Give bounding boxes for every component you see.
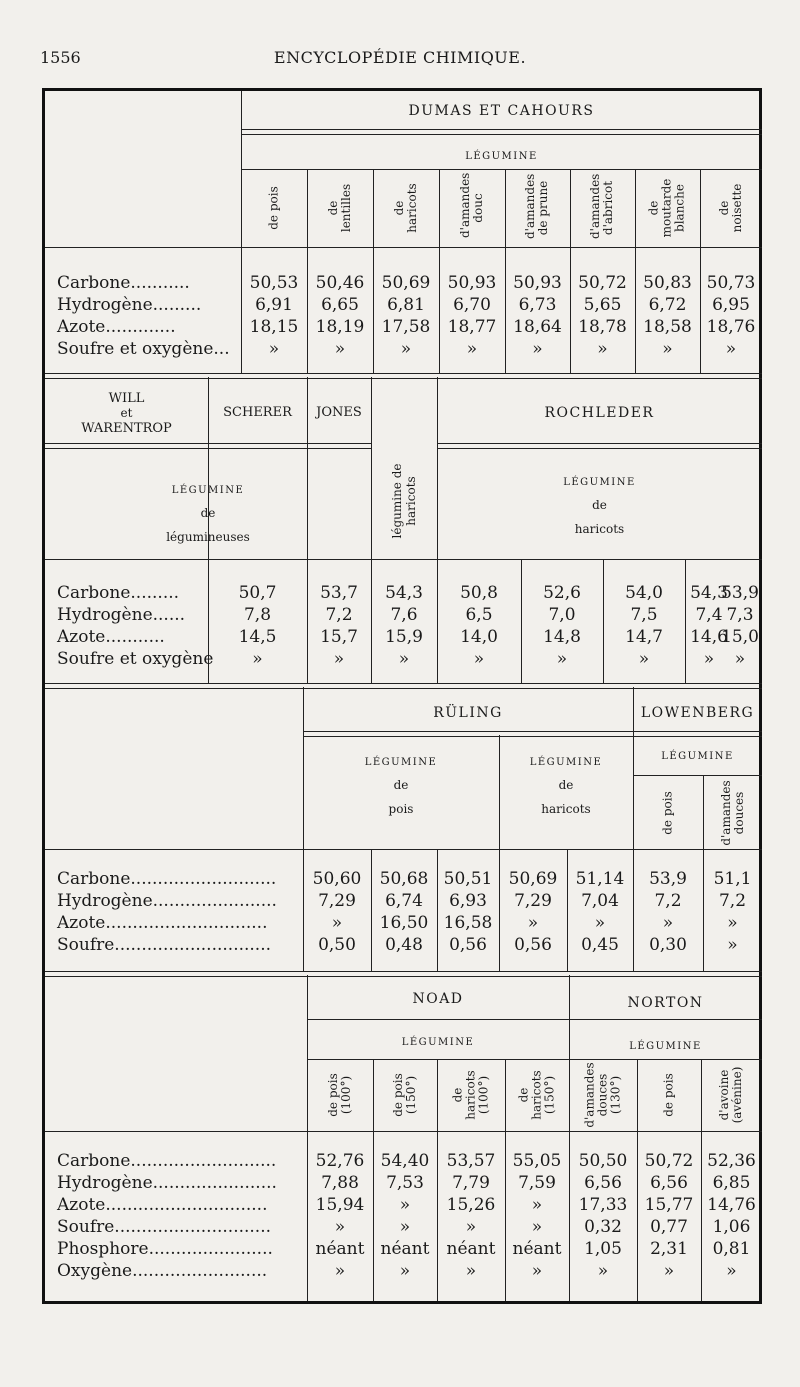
cell: 0,32	[584, 1217, 622, 1237]
cell: 52,76	[315, 1151, 365, 1171]
cell: 15,0	[721, 627, 759, 647]
page-title: ENCYCLOPÉDIE CHIMIQUE.	[273, 48, 527, 67]
cell: 14,6	[690, 627, 728, 647]
cell: 51,14	[575, 869, 625, 889]
author-ruling: RÜLING	[433, 705, 503, 721]
cell: »	[252, 649, 263, 669]
row-label: Carbone...........................	[57, 869, 277, 889]
page-header	[0, 48, 800, 72]
table-frame	[42, 88, 762, 1304]
cell: »	[703, 649, 715, 669]
cell: 50,53	[249, 273, 299, 293]
col-header: de pois	[266, 186, 281, 230]
cell: 0,50	[318, 935, 356, 955]
col-header: d'amandes de prune	[523, 173, 550, 239]
cell: néant	[380, 1239, 430, 1259]
cell: 0,81	[712, 1239, 751, 1259]
cell: 1,05	[584, 1239, 622, 1259]
author-scherer: SCHERER	[223, 405, 292, 420]
author-jones: JONES	[316, 405, 362, 420]
legumine-label: LÉGUMINE	[661, 751, 734, 762]
cell: 18,58	[643, 317, 692, 337]
cell: 7,79	[452, 1173, 490, 1193]
cell: 50,46	[315, 273, 365, 293]
cell: 53,9	[649, 869, 687, 889]
cell: 18,78	[578, 317, 627, 337]
cell: 14,7	[625, 627, 663, 647]
cell: 18,15	[249, 317, 299, 337]
cell: 7,29	[514, 891, 552, 911]
cell: »	[466, 339, 478, 359]
legumine-label: LÉGUMINE	[629, 1041, 702, 1052]
cell: »	[400, 339, 412, 359]
cell: 15,77	[644, 1195, 694, 1215]
cell: 54,3	[385, 583, 423, 603]
cell: 7,5	[630, 605, 658, 625]
cell: »	[399, 1217, 411, 1237]
cell: 7,88	[321, 1173, 359, 1193]
cell: »	[531, 1261, 543, 1281]
cell: 15,7	[320, 627, 358, 647]
cell: »	[465, 1261, 477, 1281]
author-dumas-cahours: DUMAS ET CAHOURS	[408, 103, 595, 119]
cell: 1,06	[712, 1217, 751, 1237]
cell: »	[531, 1195, 543, 1215]
row-label: Oxygène.........................	[57, 1261, 268, 1281]
cell: 53,7	[320, 583, 358, 603]
cell: 50,93	[447, 273, 497, 293]
cell: 50,69	[381, 273, 431, 293]
cell: 50,50	[578, 1151, 628, 1171]
row-label: Azote..............................	[57, 1195, 268, 1215]
cell: »	[473, 649, 485, 669]
cell: 54,3	[690, 583, 728, 603]
cell: 0,56	[449, 935, 487, 955]
cell: 5,65	[583, 295, 622, 315]
cell: 7,04	[581, 891, 619, 911]
cell: 53,57	[446, 1151, 496, 1171]
col-header-jones: légumine de haricots	[390, 463, 418, 539]
cell: »	[531, 1217, 543, 1237]
row-label: Azote...........	[57, 627, 165, 647]
cell: »	[399, 1195, 411, 1215]
cell: 51,1	[713, 869, 752, 889]
cell: »	[597, 1261, 609, 1281]
page-number: 1556	[40, 48, 81, 67]
row-label: Soufre et oxygène	[57, 649, 214, 669]
cell: 16,58	[443, 913, 493, 933]
cell: 14,0	[460, 627, 498, 647]
cell: 52,36	[707, 1151, 756, 1171]
cell: 18,76	[706, 317, 756, 337]
cell: 15,94	[315, 1195, 365, 1215]
legumine-legumineuses: LÉGUMINE de légumineuses	[166, 485, 250, 544]
col-header: de pois	[661, 1073, 676, 1117]
cell: »	[556, 649, 568, 669]
cell: 18,19	[315, 317, 365, 337]
cell: »	[597, 339, 608, 359]
cell: 50,73	[706, 273, 756, 293]
cell: 15,9	[385, 627, 423, 647]
cell: 6,70	[453, 295, 491, 315]
cell: »	[398, 649, 410, 669]
col-header: de moutarde blanche	[646, 178, 687, 238]
cell: néant	[512, 1239, 562, 1259]
cell: 15,26	[446, 1195, 496, 1215]
cell: 6,95	[712, 295, 750, 315]
cell: 17,58	[381, 317, 431, 337]
cell: 0,45	[581, 935, 619, 955]
cell: 7,59	[518, 1173, 556, 1193]
cell: »	[268, 339, 280, 359]
cell: 50,51	[443, 869, 493, 889]
col-header: d'amandes douces (130°)	[582, 1062, 623, 1128]
col-header: d'amandes douces	[719, 780, 746, 846]
cell: 6,81	[387, 295, 425, 315]
row-label: Azote..............................	[57, 913, 268, 933]
cell: »	[638, 649, 650, 669]
cell: 14,76	[707, 1195, 756, 1215]
cell: 50,60	[312, 869, 362, 889]
cell: 16,50	[379, 913, 429, 933]
row-label: Soufre et oxygène...	[57, 339, 230, 359]
row-label: Hydrogène.........	[57, 295, 202, 315]
col-header: de haricots (150°)	[516, 1070, 557, 1120]
row-label: Phosphore.......................	[57, 1239, 273, 1259]
cell: 6,72	[648, 295, 687, 315]
author-lowenberg: LOWENBERG	[640, 705, 755, 721]
cell: néant	[446, 1239, 496, 1259]
cell: 18,77	[447, 317, 497, 337]
col-header: de lentilles	[326, 183, 353, 233]
cell: »	[333, 649, 345, 669]
cell: 6,56	[584, 1173, 622, 1193]
cell: 6,74	[385, 891, 423, 911]
cell: 6,91	[255, 295, 293, 315]
cell: 14,8	[543, 627, 581, 647]
cell: 6,73	[518, 295, 557, 315]
cell: »	[726, 1261, 737, 1281]
cell: »	[399, 1261, 411, 1281]
cell: 0,56	[514, 935, 552, 955]
row-label: Hydrogène.......................	[57, 1173, 277, 1193]
row-label: Carbone.........	[57, 583, 180, 603]
cell: 54,0	[625, 583, 663, 603]
cell: 6,93	[449, 891, 487, 911]
col-header: de pois	[660, 791, 675, 835]
cell: 2,31	[650, 1239, 688, 1259]
cell: »	[727, 913, 738, 933]
cell: 7,8	[243, 605, 272, 625]
cell: 54,40	[380, 1151, 430, 1171]
cell: 50,72	[644, 1151, 694, 1171]
cell: 7,0	[548, 605, 576, 625]
col-header: de haricots	[392, 183, 419, 233]
cell: 7,3	[726, 605, 754, 625]
cell: 55,05	[512, 1151, 562, 1171]
row-label: Soufre.............................	[57, 935, 272, 955]
cell: 17,33	[578, 1195, 628, 1215]
row-label: Azote.............	[57, 317, 176, 337]
cell: »	[594, 913, 606, 933]
author-will: WILL et WARENTROP	[81, 391, 172, 436]
row-label: Soufre.............................	[57, 1217, 272, 1237]
cell: »	[527, 913, 539, 933]
author-rochleder: ROCHLEDER	[544, 405, 655, 421]
cell: »	[465, 1217, 477, 1237]
cell: 50,68	[379, 869, 429, 889]
cell: »	[334, 339, 346, 359]
cell: »	[331, 913, 343, 933]
col-header: de pois (100°)	[326, 1073, 353, 1117]
row-label: Carbone...........................	[57, 1151, 277, 1171]
cell: »	[662, 339, 673, 359]
legumine-haricots: LÉGUMINE de haricots	[563, 477, 636, 536]
cell: 0,77	[650, 1217, 688, 1237]
cell: 7,6	[390, 605, 418, 625]
cell: 18,64	[513, 317, 562, 337]
col-header: de noisette	[717, 183, 744, 233]
cell: »	[725, 339, 737, 359]
legumine-label: LÉGUMINE	[465, 151, 538, 162]
cell: »	[662, 913, 674, 933]
col-header: de pois (150°)	[391, 1073, 418, 1117]
cell: »	[727, 935, 738, 955]
cell: néant	[315, 1239, 365, 1259]
cell: 7,2	[325, 605, 353, 625]
cell: 14,5	[238, 627, 277, 647]
cell: 6,85	[712, 1173, 751, 1193]
legumine-haricots: LÉGUMINE de haricots	[529, 757, 603, 816]
cell: »	[663, 1261, 675, 1281]
cell: 50,69	[508, 869, 558, 889]
col-header: de haricots (100°)	[450, 1070, 491, 1120]
cell: 7,4	[695, 605, 723, 625]
cell: 53,9	[721, 583, 759, 603]
cell: 50,7	[238, 583, 277, 603]
cell: 7,53	[386, 1173, 424, 1193]
author-noad: NOAD	[412, 991, 464, 1007]
cell: 7,2	[718, 891, 747, 911]
cell: »	[532, 339, 543, 359]
col-header: d'amandes d'abricot	[588, 173, 615, 239]
row-label: Carbone...........	[57, 273, 190, 293]
cell: 50,8	[460, 583, 498, 603]
cell: 0,30	[649, 935, 687, 955]
cell: »	[734, 649, 746, 669]
cell: 52,6	[543, 583, 581, 603]
col-header: d'amandes douc	[458, 172, 485, 238]
cell: 50,83	[643, 273, 692, 293]
legumine-pois: LÉGUMINE de pois	[364, 757, 438, 816]
cell: 6,5	[465, 605, 493, 625]
cell: 7,29	[318, 891, 356, 911]
cell: 50,72	[578, 273, 627, 293]
cell: »	[334, 1217, 346, 1237]
author-norton: NORTON	[627, 995, 704, 1011]
col-header: d'avoine (avénine)	[717, 1066, 744, 1124]
row-label: Hydrogène......	[57, 605, 186, 625]
cell: 6,65	[321, 295, 359, 315]
legumine-label: LÉGUMINE	[401, 1037, 475, 1048]
cell: 0,48	[385, 935, 423, 955]
cell: 6,56	[650, 1173, 688, 1193]
cell: 50,93	[513, 273, 562, 293]
cell: »	[334, 1261, 346, 1281]
row-label: Hydrogène.......................	[57, 891, 277, 911]
cell: 7,2	[654, 891, 682, 911]
